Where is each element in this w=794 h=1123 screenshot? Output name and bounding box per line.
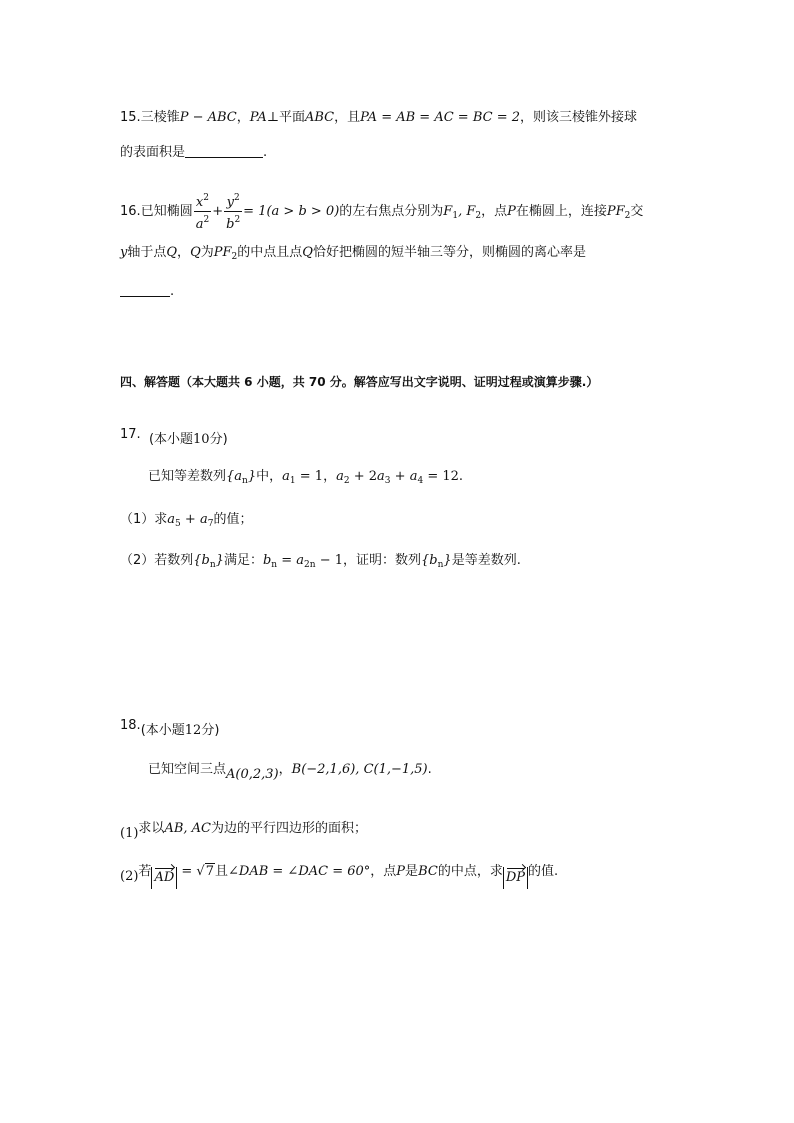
pf2-math: $PF_2$ <box>213 245 238 262</box>
q18-header-text: 分) <box>201 723 220 738</box>
q17-part-label: （1）求 <box>120 512 168 527</box>
q16-text: 已知椭圆 <box>140 204 193 219</box>
q15-math: P − ABC <box>179 110 237 125</box>
q16-math: Q <box>302 245 313 260</box>
q18-part-label: (1) <box>120 826 139 841</box>
q17-header <box>120 425 228 450</box>
q17-header-text: 分) <box>209 432 228 447</box>
q18-points: 12 <box>184 723 202 738</box>
points-b-c: B(−2,1,6), C(1,−1,5) <box>291 762 428 777</box>
q17-text: 是等差数列. <box>451 553 521 568</box>
q16-text: 的中点且点 <box>237 245 303 260</box>
q15-text: ，且 <box>334 110 361 125</box>
q16-text: . <box>170 284 175 299</box>
q16-text: ， <box>177 245 191 260</box>
q16-line-2 <box>120 243 586 267</box>
q18-header-text: (本小题 <box>140 723 185 738</box>
q15-math: ABC <box>304 110 335 125</box>
magnitude-dp: DP <box>503 867 528 889</box>
q17-text: ，证明：数列 <box>343 553 422 568</box>
q16-math: Q <box>190 245 201 260</box>
q17-part-label: （2）若数列 <box>120 553 194 568</box>
q16-text: 为 <box>200 245 214 260</box>
q18-text: 是 <box>405 864 419 879</box>
q17-part-1 <box>120 510 252 534</box>
q17-text: 的值； <box>213 512 253 527</box>
answer-blank[interactable] <box>120 282 170 297</box>
q15-number: 15. <box>120 110 141 125</box>
sequence-b-n: $\{b_n\}$ <box>193 553 224 570</box>
q17-part-2 <box>120 551 521 575</box>
pf2-math: $PF_2$ <box>606 204 631 221</box>
q17-text: . <box>458 469 464 484</box>
q17-points: 10 <box>193 432 210 447</box>
q18-header <box>120 716 219 741</box>
q18-part-label: (2) <box>120 869 139 884</box>
eq-bn: $b_n = a_{2n} - 1$ <box>262 553 343 570</box>
q18-text: 已知空间三点 <box>148 762 227 777</box>
fraction-x2-a2: $\frac{x^2}{a^2}$ <box>194 190 212 233</box>
q18-text: ，点 <box>370 864 397 879</box>
sqrt-7: √7 <box>196 864 214 879</box>
q16-math: P <box>507 204 516 219</box>
q18-part-2: (2)若 AD = √7且∠DAB = ∠DAC = 60°，点P是BC的中点，求 DP 的值. <box>120 862 558 889</box>
angle-condition: ∠DAB = ∠DAC = 60° <box>228 864 371 879</box>
q15-text: ， <box>236 110 250 125</box>
foci-math: $F_1$, $F_2$ <box>443 204 482 221</box>
q18-stem <box>148 760 432 785</box>
q15-math: PA = AB = AC = BC = 2 <box>360 110 520 125</box>
q15-line-2 <box>120 143 267 163</box>
q18-text: 的中点，求 <box>437 864 503 879</box>
q15-text: . <box>263 145 268 160</box>
eq-a1: $a_1 = 1$ <box>282 469 324 486</box>
section-4-title: 四、解答题（本大题共 6 小题，共 70 分。解答应写出文字说明、证明过程或演算步骤.） <box>120 375 599 389</box>
q17-number: 17. <box>120 427 141 442</box>
q16-text: 交 <box>630 204 644 219</box>
q18-text: 为边的平行四边形的面积； <box>210 821 367 836</box>
vectors-ab-ac: AB, AC <box>164 821 211 836</box>
q17-header-text: (本小题 <box>148 432 194 447</box>
q17-text: 中， <box>256 469 283 484</box>
q15-text: 平面 <box>278 110 305 125</box>
q17-text: 已知等差数列 <box>148 469 227 484</box>
q18-text: 求以 <box>138 821 165 836</box>
q16-line-3 <box>120 282 174 302</box>
q16-math: Q <box>166 245 178 260</box>
q18-number: 18. <box>120 718 141 733</box>
q16-line-1: 16.已知椭圆 $\frac{x^2}{a^2}$ + $\frac{y^2}{b^2}$ = 1(a > b > 0)的左右焦点分别为$F_1$, $F_2$，点P在椭圆上，连接$PF_2$交 <box>120 190 643 233</box>
eq-sum: $a_2 + 2a_3 + a_4 = 12$ <box>336 469 459 486</box>
q15-text: 的表面积是 <box>120 145 186 160</box>
q16-text: 恰好把椭圆的短半轴三等分，则椭圆的离心率是 <box>312 245 586 260</box>
q16-math: = 1(a > b > 0) <box>243 204 340 219</box>
q16-text: 的左右焦点分别为 <box>339 204 444 219</box>
point-p: P <box>396 864 406 879</box>
perp-symbol: ⊥ <box>266 110 279 125</box>
q15-math: PA <box>249 110 267 125</box>
q16-number: 16. <box>120 204 141 219</box>
q18-part-1 <box>120 819 367 844</box>
q17-text: ， <box>323 469 337 484</box>
q17-stem <box>148 467 463 491</box>
q18-text: 且 <box>215 864 229 879</box>
q16-text: 在椭圆上，连接 <box>515 204 607 219</box>
q17-text: 满足： <box>223 553 263 568</box>
q18-text: . <box>427 762 432 777</box>
point-a: A(0,2,3) <box>226 767 279 782</box>
expr-a5-a7: $a_5 + a_7$ <box>167 512 214 529</box>
q16-text: ，点 <box>481 204 508 219</box>
fraction-y2-b2: $\frac{y^2}{b^2}$ <box>224 190 242 233</box>
q15-text: 三棱锥 <box>140 110 180 125</box>
q18-text: 若 <box>138 864 152 879</box>
q16-math: y <box>120 245 128 260</box>
sequence-b-n: $\{b_n\}$ <box>421 553 452 570</box>
q15-text: ，则该三棱锥外接球 <box>519 110 637 125</box>
sequence-a-n: $\{a_n\}$ <box>226 469 257 486</box>
segment-bc: BC <box>418 864 438 879</box>
answer-blank[interactable] <box>185 143 263 158</box>
q18-text: 的值. <box>528 864 559 879</box>
magnitude-ad: AD <box>151 867 177 889</box>
q16-text: 轴于点 <box>127 245 167 260</box>
q15-line-1 <box>120 108 637 128</box>
q18-text: ， <box>278 762 292 777</box>
